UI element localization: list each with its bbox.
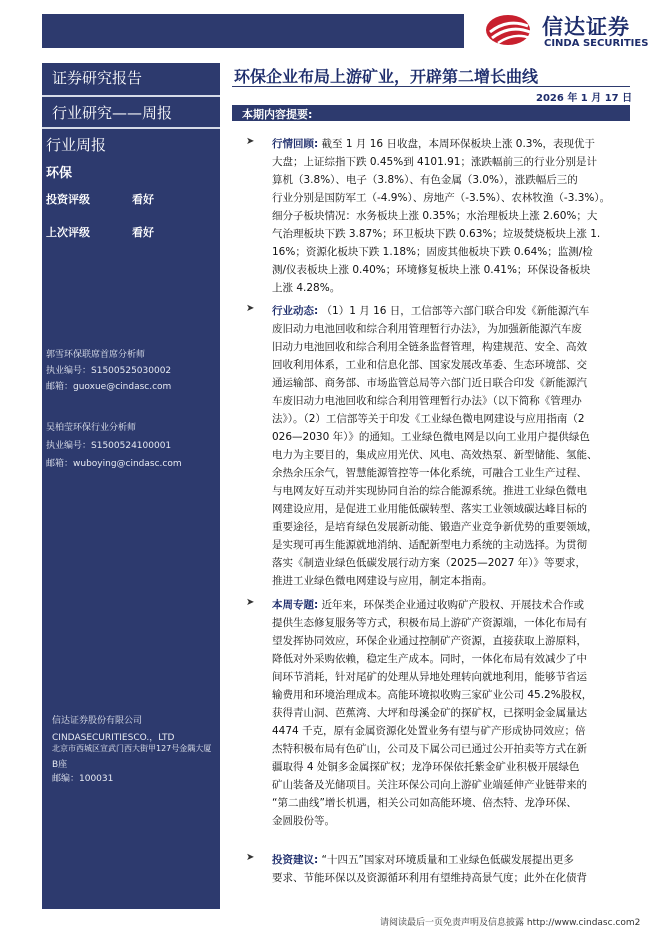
section-line: 通运输部、商务部、市场监管总局等六部门近日联合印发《新能源汽 [272,377,587,389]
section-line: 矿山装备及光储项目。关注环保公司向上游矿业端延伸产业链带来的 [272,779,587,791]
section-line: 提供生态修复服务等方式，积极布局上游矿产资源端，一体化布局有 [272,617,587,629]
arrow-bullet-icon: ➤ [246,303,255,314]
section-line: “第二曲线”增长机遇，相关公司如高能环境、倍杰特、龙净环保、 [272,797,577,809]
report-type: 证券研究报告 [52,69,143,87]
section-line: 算机（3.8%）、电子（3.8%）、有色金属（3.0%），涨跌幅后三的 [272,174,578,186]
analyst-cert: 执业编号：S1500524100001 [46,441,172,451]
report-subcategory: 行业周报 [46,136,107,154]
section-line: 大盘；上证综指下跌 0.45%到 4101.91；涨跌幅前三的行业分别是计 [272,156,597,168]
cinda-logo-icon [484,12,538,48]
arrow-bullet-icon: ➤ [246,597,255,608]
sidebar-divider [42,127,220,129]
section-line: 间环节消耗，针对尾矿的处理从异地处理转向就地利用，能够节省运 [272,671,587,683]
section-line: 行情回顾: 截至 1 月 16 日收盘，本周环保板块上涨 0.3%，表现优于 [272,138,595,150]
title-underline [232,86,630,87]
section-line: 推进工业绿色微电网建设与应用，制定本指南。 [272,575,493,587]
summary-label: 本期内容提要: [242,108,313,121]
section-line: 疆取得 4 处铜多金属探矿权；龙净环保依托紫金矿业积极开展绿色 [272,761,580,773]
sidebar [42,63,220,909]
section-label: 本周专题: [272,599,319,611]
section-line: 废旧动力电池回收和综合利用管理暂行办法》，为加强新能源汽车废 [272,323,582,335]
section-line: 重要途径，是培育绿色发展新动能、锻造产业竞争新优势的重要领域， [272,521,598,533]
top-banner [42,14,464,48]
company-name: 信达证券股份有限公司 [52,716,143,726]
section-line: 要求、节能环保以及资源循环利用有望维持高景气度；此外在化债背 [272,872,587,884]
arrow-bullet-icon: ➤ [246,852,255,863]
section-line: 获得青山洞、芭蕉湾、大坪和母溪金矿的探矿权，已探明金金属量达 [272,707,587,719]
rating-label: 投资评级 [46,193,90,206]
section-line: 法》）。（2）工信部等关于印发《工业绿色微电网建设与应用指南（2 [272,413,585,425]
prev-rating-label: 上次评级 [46,226,90,239]
section-line: 回收利用体系，工业和信息化部、国家发展改革委、生态环境部、交 [272,359,587,371]
report-category: 行业研究——周报 [52,104,173,122]
logo-en-text: CINDA SECURITIES [544,38,649,49]
analyst-email[interactable]: 邮箱：guoxue@cindasc.com [46,382,172,392]
section-line: 输费用和环境治理成本。高能环境拟收购三家矿业公司 45.2%股权， [272,689,593,701]
section-line: 4474 千克，原有金属资源化处置业务有望与矿产形成协同效应；倍 [272,725,586,737]
footer-disclaimer[interactable]: 请阅读最后一页免责声明及信息披露 http://www.cindasc.com2 [380,918,641,928]
industry-name: 环保 [46,166,73,181]
company-zip: 邮编：100031 [52,774,114,784]
section-line: 望发挥协同效应，环保企业通过控制矿产资源，直接获取上游原料， [272,635,587,647]
section-line: 余热余压余气，智慧能源管控等一体化系统，可融合工业生产过程、 [272,467,587,479]
prev-rating-value: 看好 [132,226,154,239]
section-line: 金圆股份等。 [272,815,335,827]
section-label: 行情回顾: [272,138,319,150]
arrow-bullet-icon: ➤ [246,136,255,147]
summary-header [232,105,630,121]
section-line: 本周专题: 近年来，环保类企业通过收购矿产股权、开展技术合作或 [272,599,585,611]
section-line: 投资建议: “十四五”国家对环境质量和工业绿色低碳发展提出更多 [272,854,574,866]
section-line: 降低对外采购依赖，稳定生产成本。同时，一体化布局有效减少了中 [272,653,587,665]
analyst-title: 郭雪环保联席首席分析师 [46,350,146,360]
section-line: 电力为主要目的，集成应用光伏、风电、高效热泵、新型储能、氢能、 [272,449,598,461]
section-line: 行业动态: （1）1 月 16 日，工信部等六部门联合印发《新能源汽车 [272,305,590,317]
report-title: 环保企业布局上游矿业，开辟第二增长曲线 [234,67,539,86]
section-line: 是实现可再生能源就地消纳、适配新型电力系统的主动选择。为贯彻 [272,539,587,551]
section-line: 网建设应用，是促进工业用能低碳转型、落实工业领域碳达峰目标的 [272,503,587,515]
section-line: 细分子板块情况：水务板块上涨 0.35%；水治理板块上涨 2.60%；大 [272,210,598,222]
analyst-email[interactable]: 邮箱：wuboying@cindasc.com [46,459,182,469]
section-line: 026—2030 年）》的通知。工业绿色微电网是以向工业用户提供绿色 [272,431,590,443]
company-address: 北京市西城区宣武门西大街甲127号金隅大厦 [52,744,212,753]
section-line: 与电网友好互动并实现协同自治的综合能源系统。推进工业绿色微电 [272,485,587,497]
logo-cn-text: 信达证券 [542,15,630,39]
section-line: 杰特积极布局有色矿山，公司及下属公司已通过公开拍卖等方式在新 [272,743,587,755]
section-label: 行业动态: [272,305,319,317]
company-address-2: B座 [52,760,68,770]
cinda-logo [484,8,649,52]
rating-value: 看好 [132,193,154,206]
analyst-cert: 执业编号：S1500525030002 [46,366,172,376]
section-line: 落实《制造业绿色低碳发展行动方案（2025—2027 年）》等要求， [272,557,587,569]
section-line: 旧动力电池回收和综合利用全链条监督管理，构建规范、安全、高效 [272,341,587,353]
report-date: 2026 年 1 月 17 日 [536,93,633,104]
section-line: 行业分别是国防军工（-4.9%）、房地产（-3.5%）、农林牧渔（-3.3%）。 [272,192,611,204]
previous-rating [46,224,154,240]
section-line: 上涨 4.28%。 [272,282,341,294]
analyst-title: 吴柏莹环保行业分析师 [46,423,137,433]
company-en-name: CINDASECURITIESCO.，LTD [52,733,175,743]
sidebar-divider [42,95,220,97]
section-line: 车废旧动力电池回收和综合利用管理暂行办法》（以下简称《管理办 [272,395,582,407]
section-label: 投资建议: [272,854,319,866]
section-line: 测/仪表板块上涨 0.40%；环境修复板块上涨 0.41%；环保设备板块 [272,264,591,276]
section-line: 16%；资源化板块下跌 1.18%；固废其他板块下跌 0.64%；监测/检 [272,246,593,258]
investment-rating [46,191,154,207]
section-line: 气治理板块下跌 3.87%；环卫板块下跌 0.63%；垃圾焚烧板块上涨 1. [272,228,601,240]
